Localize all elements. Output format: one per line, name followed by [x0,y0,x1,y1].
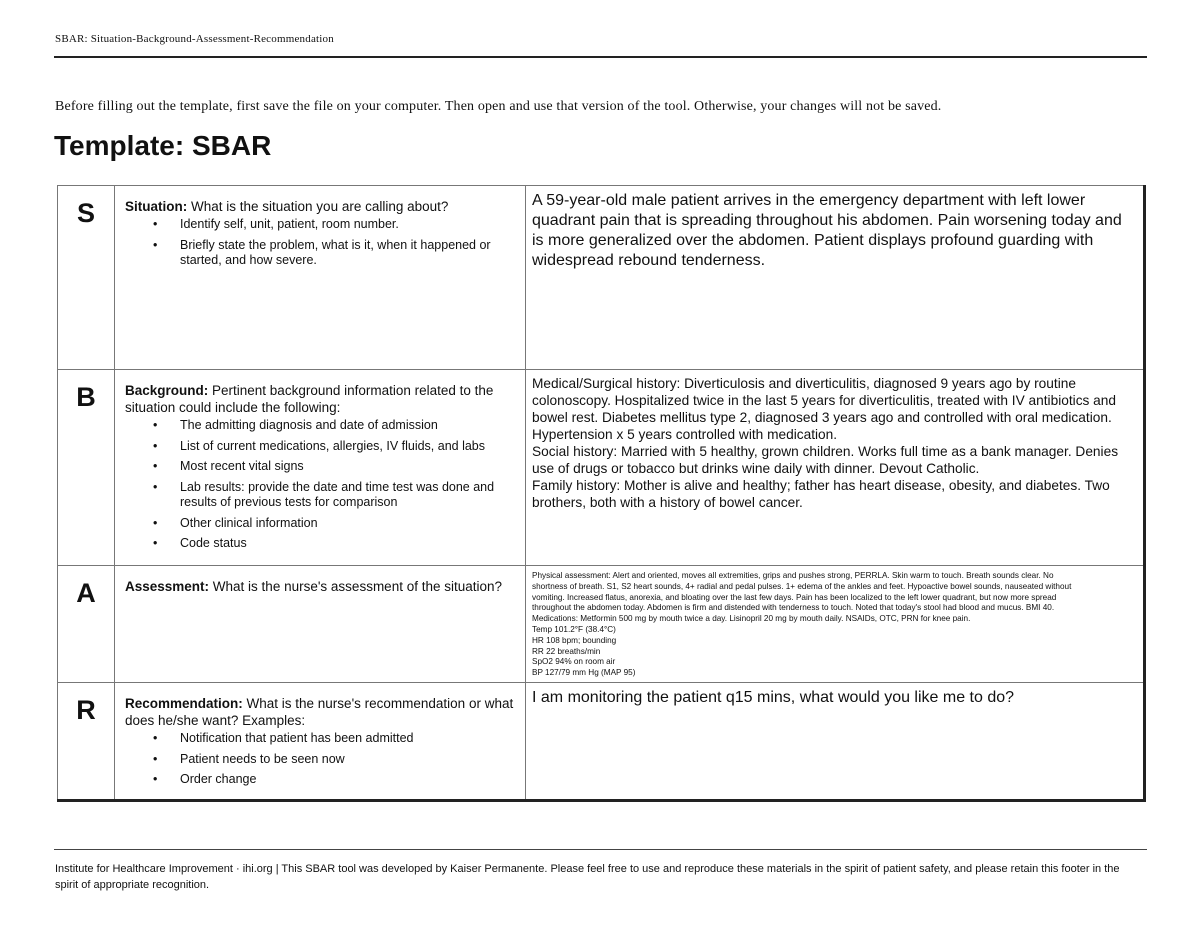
list-item: • The admitting diagnosis and date of admission [125,418,515,434]
situation-label: Situation: [125,199,188,214]
recommendation-row [58,683,1145,801]
background-label: Background: [125,383,209,398]
situation-prompt [115,186,526,370]
background-row [58,370,1145,566]
sbar-table [57,185,1146,802]
vital-spo2: SpO2 94% on room air [532,657,616,667]
document-header: SBAR: Situation-Background-Assessment-Recommendation [55,33,334,45]
list-item: • Lab results: provide the date and time test was done and results of previous tests for comparison [125,480,515,511]
situation-letter: S [58,186,115,370]
assessment-label: Assessment: [125,579,210,594]
background-letter: B [58,370,115,566]
situation-response[interactable]: A 59-year-old male patient arrives in the emergency department with left lower quadrant pain that is spreading throughout his abdomen. Pain worsening today and is more generalized over the abdomen. Patient displays profound guarding with widespread rebound tenderness. [526,186,1145,370]
recommendation-prompt [115,683,526,801]
list-item: • Order change [125,772,515,788]
list-item: • Other clinical information [125,516,515,532]
footer-divider [54,849,1147,850]
recommendation-question: What is the nurse's recommendation or what does he/she want? Examples: [125,696,514,728]
list-item: • Patient needs to be seen now [125,752,515,768]
list-item: • Code status [125,536,515,552]
assessment-prompt [115,566,526,683]
assessment-line: Physical assessment: Alert and oriented, moves all extremities, grips and pushes strong, PERRLA. Skin warm to touch. Breath sounds clear. No [532,571,1054,580]
header-divider [54,56,1147,58]
assessment-response[interactable] [526,566,1145,683]
recommendation-bullets [125,731,515,788]
assessment-line: throughout the abdomen today. Abdomen is firm and distended with tenderness to touch. Noted that today's stool had blood and mucus. BMI 40. [532,603,1055,613]
recommendation-label: Recommendation: [125,696,243,711]
list-item: • Briefly state the problem, what is it, when it happened or started, and how severe. [125,238,515,269]
background-question: Pertinent background information related to the situation could include the following: [125,383,494,415]
list-item: • List of current medications, allergies, IV fluids, and labs [125,439,515,455]
background-bullets [125,418,515,552]
recommendation-response[interactable]: I am monitoring the patient q15 mins, what would you like me to do? [526,683,1145,801]
vital-hr: HR 108 bpm; bounding [532,635,617,645]
instructions-text: Before filling out the template, first save the file on your computer. Then open and use that version of the tool. Otherwise, your changes will not be saved. [55,99,942,114]
list-item: • Most recent vital signs [125,459,515,475]
footer-text: Institute for Healthcare Improvement · ihi.org | This SBAR tool was developed by Kaiser Permanente. Please feel free to use and reproduce these materials in the spirit of patient safety, and please retain this footer in the spirit of appropriate recognition. [55,863,1120,891]
assessment-line: vomiting. Increased flatus, anorexia, and bloating over the last few days. Pain has been localized to the left lower quadrant, but now more spread [532,592,1057,602]
recommendation-letter: R [58,683,115,801]
medical-history-text: Medical/Surgical history: Diverticulosis and diverticulitis, diagnosed 9 years ago by routine colonoscopy. Hospitalized twice in the last 5 years for diverticulitis, treated with IV antibiotics and bowel rest. Diabetes mellitus type 2, diagnosed 3 years ago and controlled with oral medication. Hypertension x 5 years controlled with medication. [532,376,1117,442]
social-history-text: Social history: Married with 5 healthy, grown children. Works full time as a bank manager. Denies use of drugs or tobacco but drinks wine daily with dinner. Devout Catholic. [532,444,1119,476]
background-prompt [115,370,526,566]
assessment-line: Medications: Metformin 500 mg by mouth twice a day. Lisinopril 20 mg by mouth daily. NSAIDs, OTC, PRN for knee pain. [532,614,971,624]
assessment-question: What is the nurse's assessment of the situation? [209,579,503,594]
situation-row [58,186,1145,370]
template-title: Template: SBAR [54,130,272,161]
assessment-letter: A [58,566,115,683]
family-history-text: Family history: Mother is alive and healthy; father has heart disease, obesity, and diabetes. Two brothers, both with a history of bowel cancer. [532,478,1110,510]
background-response[interactable] [526,370,1145,566]
list-item: • Identify self, unit, patient, room number. [125,217,515,233]
list-item: • Notification that patient has been admitted [125,731,515,747]
assessment-row [58,566,1145,683]
vital-rr: RR 22 breaths/min [532,646,601,656]
situation-question: What is the situation you are calling about? [187,199,449,214]
vital-temp: Temp 101.2°F (38.4°C) [532,624,616,634]
assessment-line: shortness of breath. S1, S2 heart sounds, 4+ radial and pedal pulses. 1+ edema of the ankles and feet. Hypoactive bowel sounds, nauseated without [532,581,1072,591]
situation-bullets [125,217,515,269]
vital-bp: BP 127/79 mm Hg (MAP 95) [532,668,636,678]
